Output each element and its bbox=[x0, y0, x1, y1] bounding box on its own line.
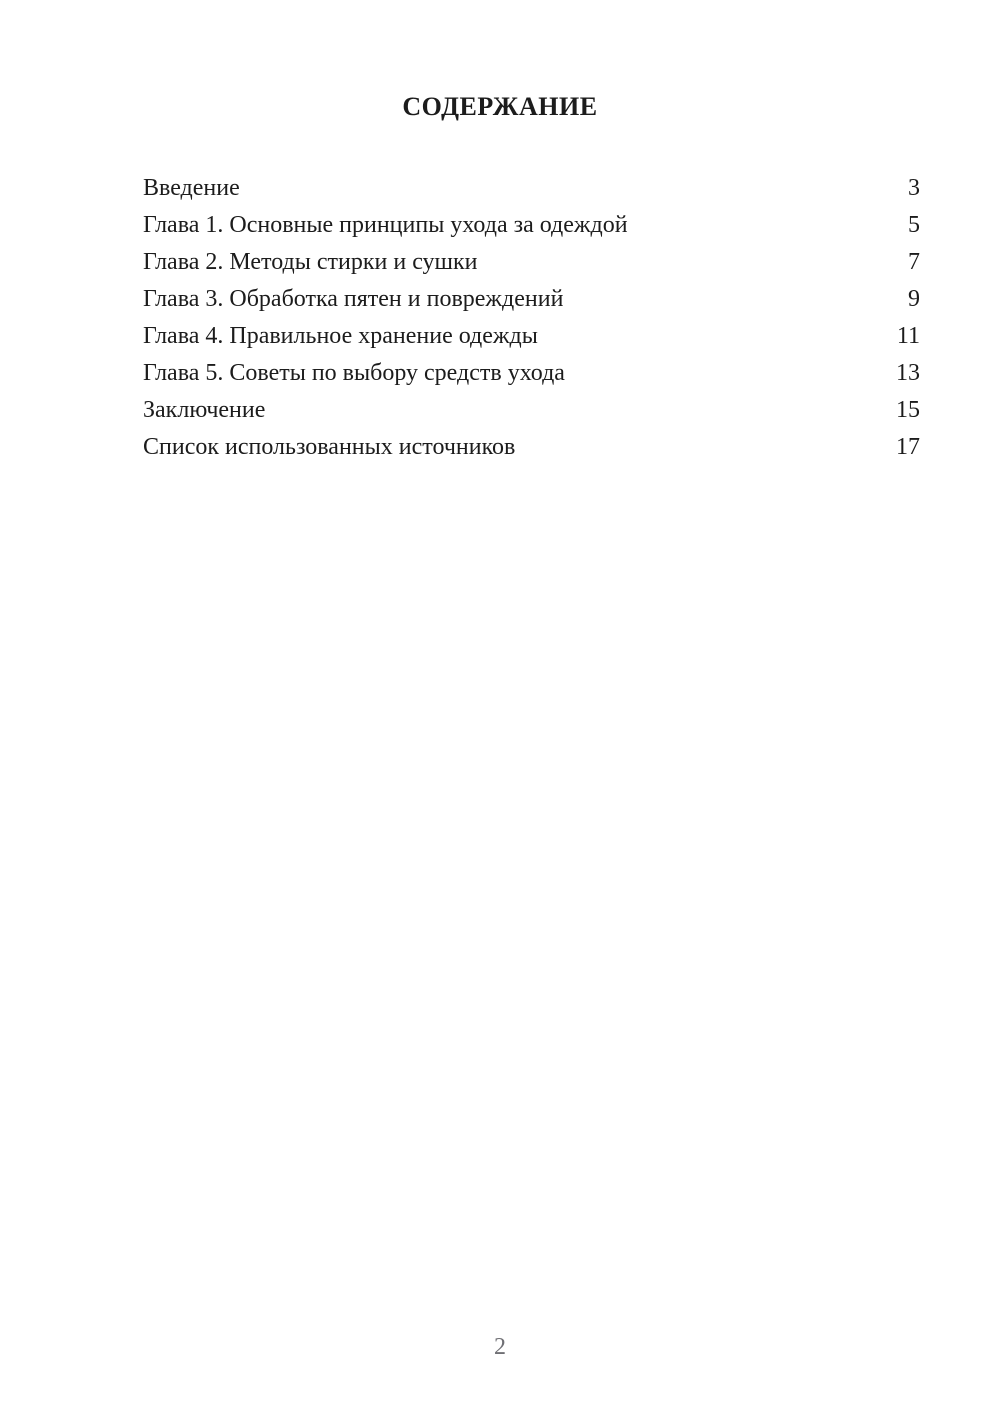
toc-entry-page: 9 bbox=[908, 286, 920, 312]
page-title: СОДЕРЖАНИЕ bbox=[402, 92, 598, 121]
toc-entry bbox=[143, 244, 920, 281]
toc-entry-label: Введение bbox=[143, 175, 240, 201]
toc-entry-page: 7 bbox=[908, 249, 920, 275]
toc-entry-page: 13 bbox=[896, 360, 920, 386]
toc-entry-label: Глава 5. Советы по выбору средств ухода bbox=[143, 360, 565, 386]
toc-list bbox=[0, 170, 1000, 466]
footer-page-number: 2 bbox=[494, 1334, 506, 1360]
toc-entry-label: Список использованных источников bbox=[143, 434, 516, 460]
toc-entry bbox=[143, 281, 920, 318]
toc-entry bbox=[143, 318, 920, 355]
toc-entry-page: 11 bbox=[896, 323, 920, 349]
toc-entry-label: Глава 4. Правильное хранение одежды bbox=[143, 323, 538, 349]
toc-entry bbox=[143, 355, 920, 392]
toc-entry-page: 5 bbox=[908, 212, 920, 238]
toc-entry-label: Глава 2. Методы стирки и сушки bbox=[143, 249, 478, 275]
toc-entry-page: 17 bbox=[896, 434, 920, 460]
toc-entry-label: Глава 3. Обработка пятен и повреждений bbox=[143, 286, 564, 312]
toc-entry bbox=[143, 170, 920, 207]
toc-entry-page: 3 bbox=[908, 175, 920, 201]
toc-entry-label: Глава 1. Основные принципы ухода за одеждой bbox=[143, 212, 628, 238]
toc-entry-label: Заключение bbox=[143, 397, 266, 423]
toc-entry bbox=[143, 392, 920, 429]
toc-entry-page: 15 bbox=[896, 397, 920, 423]
toc-entry bbox=[143, 429, 920, 466]
toc-entry bbox=[143, 207, 920, 244]
